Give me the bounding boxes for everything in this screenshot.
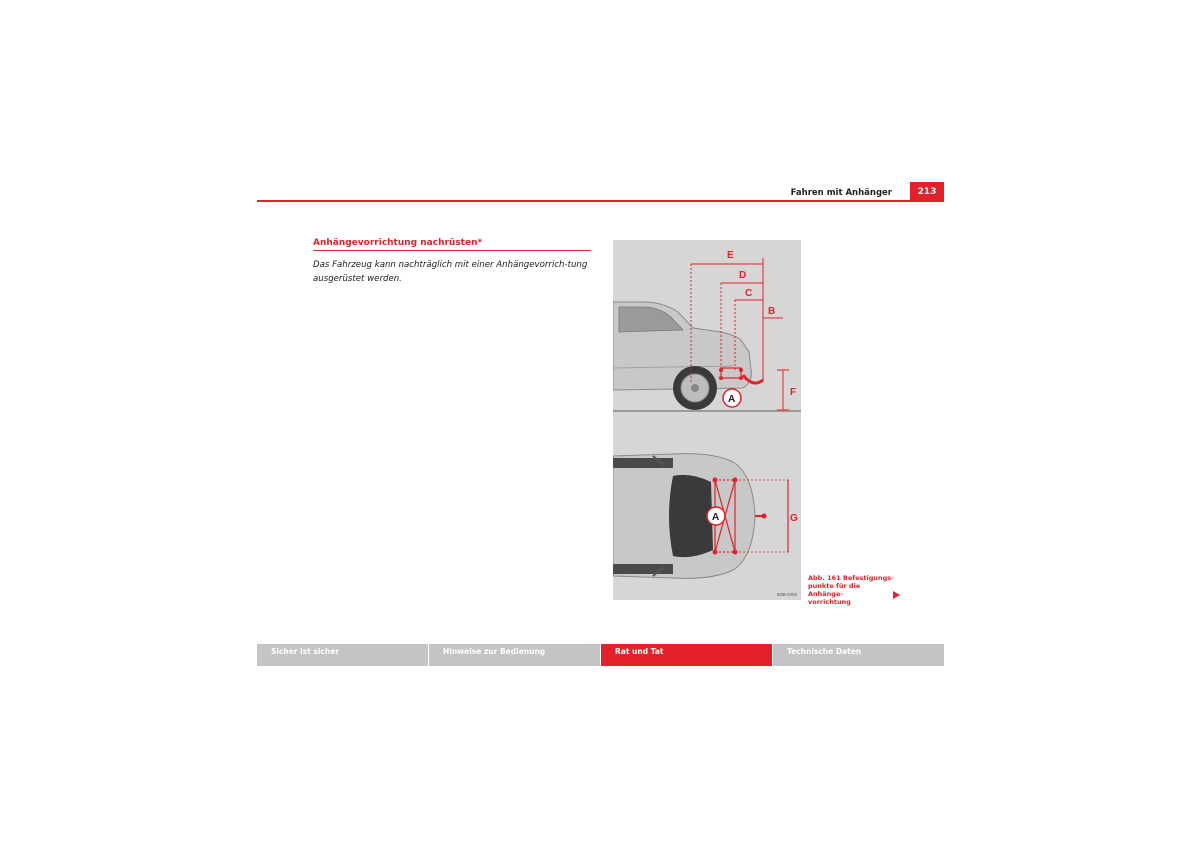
section-heading: Anhängevorrichtung nachrüsten* xyxy=(313,238,483,248)
label-f: F xyxy=(790,387,797,398)
continue-arrow-icon xyxy=(893,591,900,599)
ground-line xyxy=(613,410,801,412)
page-number: 213 xyxy=(910,182,944,201)
label-d: D xyxy=(739,270,747,281)
label-b: B xyxy=(768,306,776,317)
footer-tab-technische-daten[interactable]: Technische Daten xyxy=(773,644,944,666)
chapter-title: Fahren mit Anhänger xyxy=(790,188,892,198)
footer-tab-hinweise-zur-bedienung[interactable]: Hinweise zur Bedienung xyxy=(429,644,600,666)
label-e: E xyxy=(727,250,734,261)
caption-line-3: vorrichtung xyxy=(808,598,851,606)
tow-hitch-figure xyxy=(613,240,801,600)
footer-tab-sicher-ist-sicher[interactable]: Sicher ist sicher xyxy=(257,644,428,666)
header-rule xyxy=(257,200,944,202)
caption-line-1: Abb. 161 Befestigungs- xyxy=(808,574,894,582)
tow-hitch-diagram xyxy=(613,240,801,600)
label-a-side: A xyxy=(728,394,736,405)
figure-code: B3B-0393 xyxy=(777,592,798,597)
label-g: G xyxy=(790,513,798,524)
label-a-top: A xyxy=(712,512,720,523)
caption-line-2: punkte für die Anhänge- xyxy=(808,582,861,598)
label-c: C xyxy=(745,288,753,299)
figure-caption xyxy=(808,574,896,606)
footer-nav xyxy=(257,644,944,666)
intro-text: Das Fahrzeug kann nachträglich mit einer Anhängevorrich-tung ausgerüstet werden. xyxy=(313,260,588,284)
section-rule xyxy=(313,250,591,251)
car-top-view xyxy=(613,454,755,579)
footer-tab-rat-und-tat[interactable]: Rat und Tat xyxy=(601,644,772,666)
